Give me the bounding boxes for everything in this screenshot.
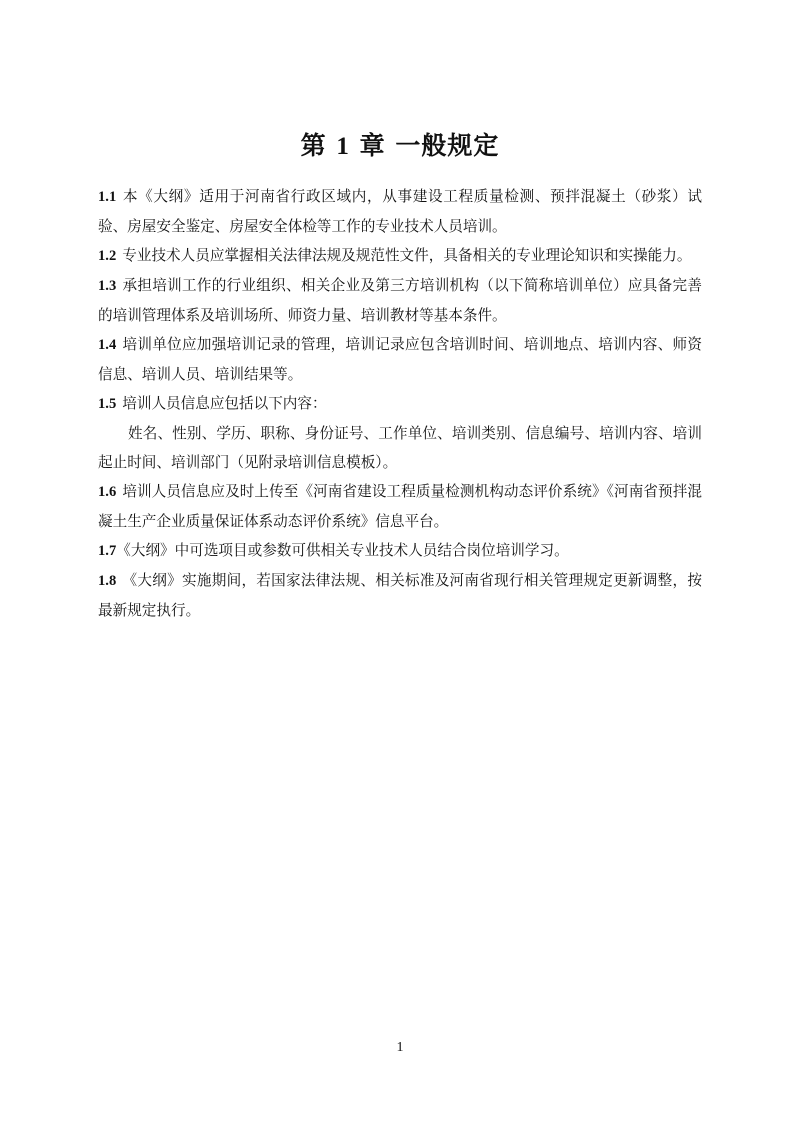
clause-text: 专业技术人员应掌握相关法律法规及规范性文件，具备相关的专业理论知识和实操能力。	[122, 247, 692, 264]
clause-text: 《大纲》实施期间，若国家法律法规、相关标准及河南省现行相关管理规定更新调整，按最新规定执行。	[98, 572, 702, 619]
chapter-title	[0, 129, 800, 164]
clause-number: 1.2	[98, 248, 117, 264]
chapter-number: 1	[336, 133, 350, 160]
clause-1-5-detail	[98, 419, 702, 477]
clause-text: 《大纲》中可选项目或参数可供相关专业技术人员结合岗位培训学习。	[116, 542, 569, 559]
clause-detail-text: 姓名、性别、学历、职称、身份证号、工作单位、培训类别、信息编号、培训内容、培训起止时间、培训部门（见附录培训信息模板）。	[98, 425, 702, 471]
chapter-body	[98, 182, 702, 625]
clause-number: 1.4	[98, 337, 117, 353]
clause-number: 1.3	[98, 278, 117, 294]
clause-1-2	[98, 241, 702, 271]
chapter-title-prefix: 第	[300, 131, 327, 160]
clause-number: 1.5	[98, 396, 117, 412]
clause-1-5	[98, 389, 702, 419]
clause-text: 承担培训工作的行业组织、相关企业及第三方培训机构（以下简称培训单位）应具备完善的培训管理体系及培训场所、师资力量、培训教材等基本条件。	[98, 277, 702, 324]
clause-1-7	[98, 536, 702, 566]
clause-1-4	[98, 330, 702, 389]
clause-1-6	[98, 477, 702, 536]
clause-text: 培训人员信息应及时上传至《河南省建设工程质量检测机构动态评价系统》《河南省预拌混凝土生产企业质量保证体系动态评价系统》信息平台。	[98, 483, 702, 530]
page-number: 1	[396, 1040, 404, 1055]
clause-1-3	[98, 271, 702, 330]
clause-1-8	[98, 566, 702, 625]
clause-1-1	[98, 182, 702, 241]
chapter-title-text: 章 一般规定	[359, 131, 500, 160]
clause-number: 1.6	[98, 484, 117, 500]
clause-number: 1.7	[98, 543, 117, 559]
clause-number: 1.1	[98, 189, 117, 205]
clause-text: 培训单位应加强培训记录的管理，培训记录应包含培训时间、培训地点、培训内容、师资信息、培训人员、培训结果等。	[98, 336, 702, 383]
clause-text: 培训人员信息应包括以下内容：	[122, 395, 327, 412]
clause-text: 本《大纲》适用于河南省行政区域内，从事建设工程质量检测、预拌混凝土（砂浆）试验、房屋安全鉴定、房屋安全体检等工作的专业技术人员培训。	[98, 188, 702, 235]
clause-number: 1.8	[98, 573, 117, 589]
